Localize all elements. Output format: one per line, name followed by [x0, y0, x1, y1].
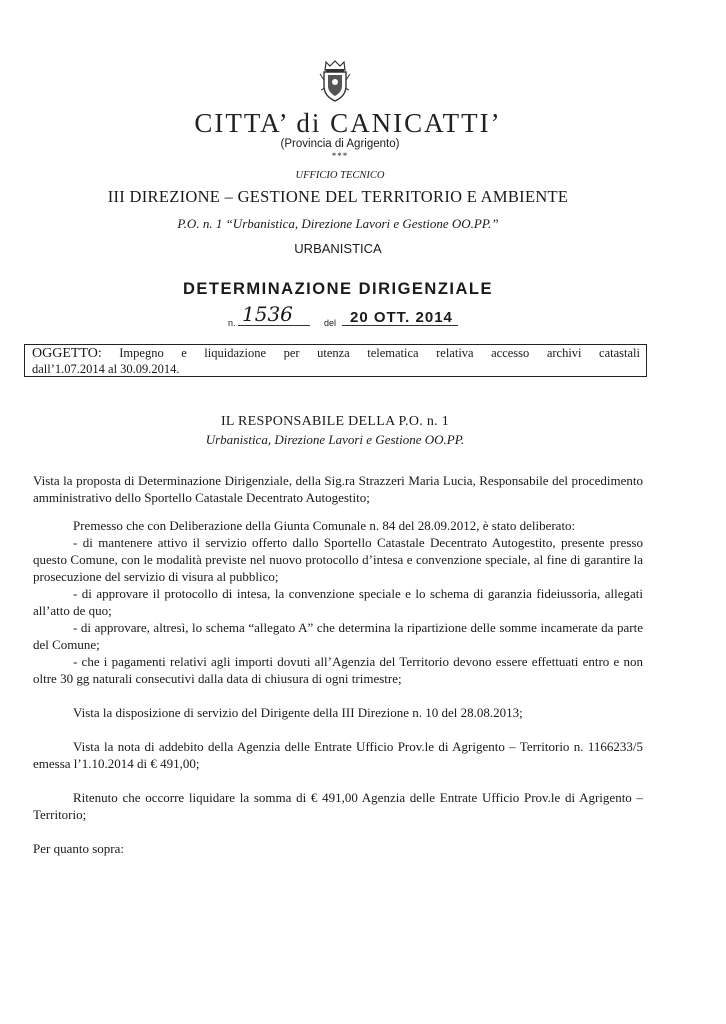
paragraph-premesso: Premesso che con Deliberazione della Giunta Comunale n. 84 del 28.09.2012, è stato deliberato: — [73, 518, 576, 533]
province-label: (Provincia di Agrigento) — [280, 138, 400, 150]
list-item: - di mantenere attivo il servizio offerto dallo Sportello Catastale Decentrato Autogestito, presente presso questo Comune, con le modalità previste nel nuovo protocollo d’intesa e convenzione speciale, al fine di garantire la prosecuzione del servizio di visura al pubblico; — [33, 535, 643, 584]
subject-text: Impegno e liquidazione per utenza telematica relativa accesso archivi catastali — [119, 346, 640, 360]
list-item: - di approvare il protocollo di intesa, la convenzione speciale e lo schema di garanzia fideiussoria, allegati all’atto de quo; — [33, 586, 643, 618]
number-label: n. — [228, 318, 236, 328]
list-item: - che i pagamenti relativi agli importi dovuti all’Agenzia del Territorio devono essere effettuati entro e non oltre 30 gg naturali consecutivi dalla data di chiusura di ogni trimestre; — [33, 654, 643, 686]
subject-label: OGGETTO: — [32, 346, 102, 361]
subject-line-1 — [32, 346, 640, 362]
direction-heading: III DIREZIONE – GESTIONE DEL TERRITORIO E AMBIENTE — [107, 187, 569, 206]
po-line: P.O. n. 1 “Urbanistica, Direzione Lavori e Gestione OO.PP.” — [177, 216, 499, 231]
document-body — [33, 472, 643, 857]
determination-number: 1536 — [242, 302, 293, 326]
date-label: del — [324, 318, 337, 328]
paragraph-nota: Vista la nota di addebito della Agenzia delle Entrate Ufficio Prov.le di Agrigento – Territorio n. 1166233/5 emessa l’1.10.2014 di € 491,00; — [33, 739, 643, 771]
subject-line-2: dall’1.07.2014 al 30.09.2014. — [32, 361, 180, 376]
responsible-subtitle: Urbanistica, Direzione Lavori e Gestione OO.PP. — [205, 432, 465, 447]
city-title: CITTA’ di CANICATTI’ — [194, 108, 502, 138]
office-label: UFFICIO TECNICO — [295, 170, 385, 181]
coat-of-arms-emblem — [318, 60, 352, 102]
paragraph-conclusion: Per quanto sopra: — [33, 841, 124, 856]
paragraph-ritenuto: Ritenuto che occorre liquidare la somma di € 491,00 Agenzia delle Entrate Ufficio Prov.le di Agrigento – Territorio; — [33, 790, 643, 822]
section-label: URBANISTICA — [294, 241, 382, 256]
responsible-title: IL RESPONSABILE DELLA P.O. n. 1 — [220, 414, 450, 429]
paragraph-proposal: Vista la proposta di Determinazione Dirigenziale, della Sig.ra Strazzeri Maria Lucia, Responsabile del procedimento amministrativo dello Sportello Catastale Decentrato Autogestito; — [33, 473, 643, 505]
separator-stars: *** — [331, 151, 349, 161]
determination-title: DETERMINAZIONE DIRIGENZIALE — [182, 280, 493, 298]
paragraph-disposizione: Vista la disposizione di servizio del Dirigente della III Direzione n. 10 del 28.08.2013; — [73, 705, 523, 720]
determination-number-line — [228, 304, 488, 330]
subject-box — [24, 344, 647, 377]
date-stamp: 20 OTT. 2014 — [350, 309, 453, 326]
list-item: - di approvare, altresì, lo schema “allegato A” che determina la ripartizione delle somme incamerate da parte del Comune; — [33, 620, 643, 652]
